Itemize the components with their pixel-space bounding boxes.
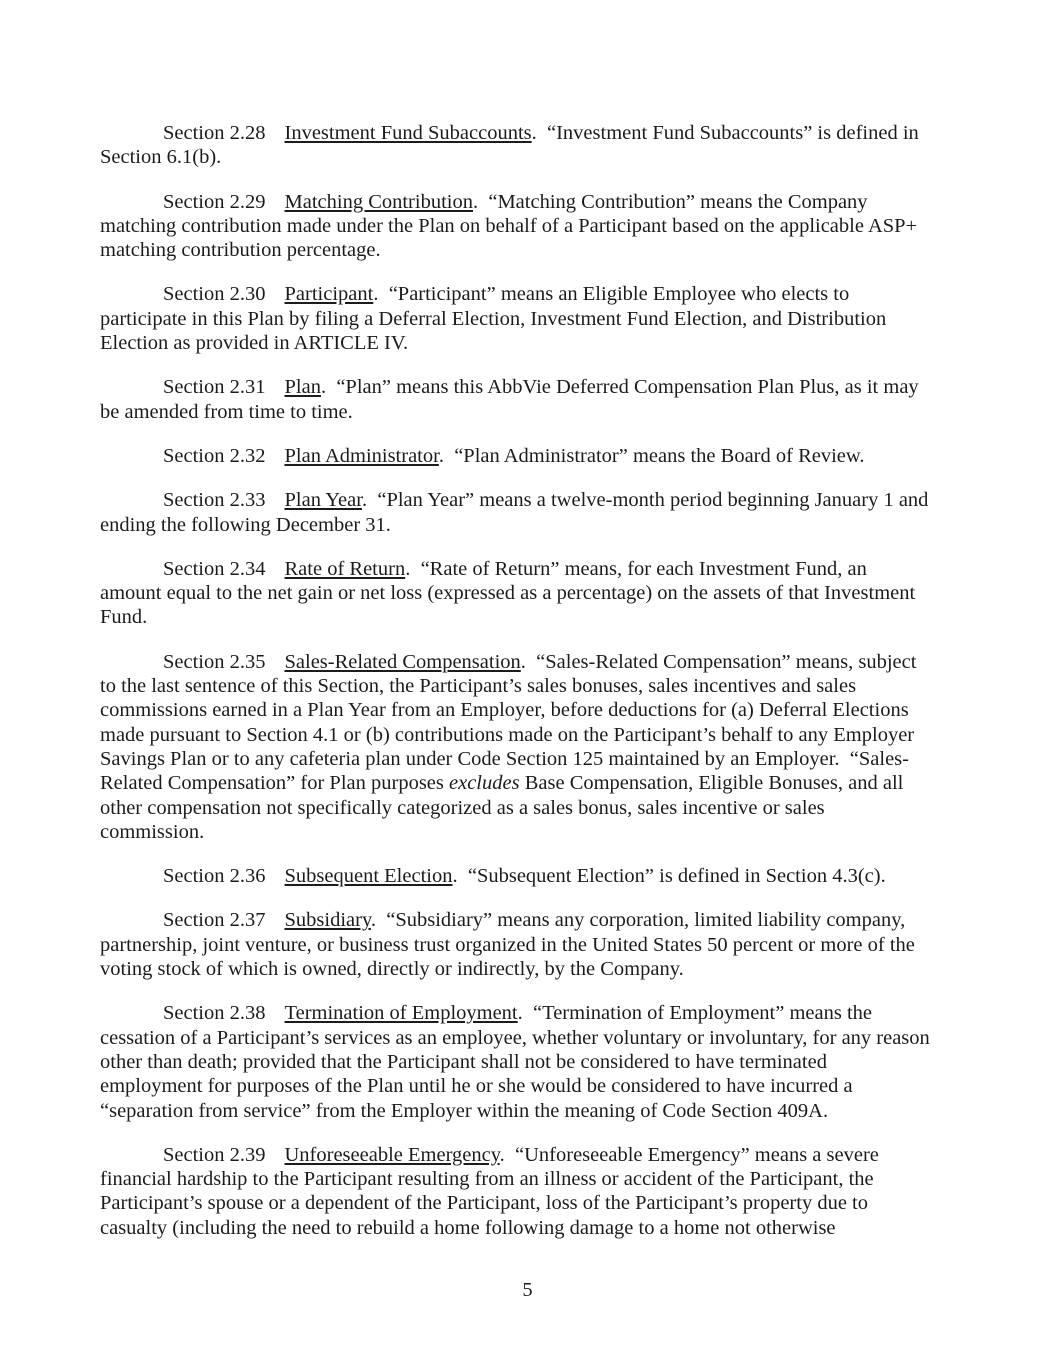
section-title: Sales-Related Compensation (284, 650, 521, 673)
section-paragraph (100, 1143, 930, 1240)
body-text: . “Plan Year” means a twelve-month period beginning January 1 and ending the following December 31. (100, 489, 934, 536)
section-number: Section 2.37 (163, 909, 266, 932)
section-paragraph (100, 908, 930, 981)
section-paragraph (100, 557, 930, 630)
body-text: . “Subsequent Election” is defined in Section 4.3(c). (452, 865, 886, 888)
section-paragraph (100, 488, 934, 537)
section-number: Section 2.34 (163, 557, 266, 580)
section-title: Rate of Return (284, 557, 406, 580)
section-number: Section 2.30 (163, 283, 266, 306)
section-title: Subsequent Election (284, 865, 453, 888)
section-title: Unforeseeable Emergency (284, 1143, 500, 1166)
section-number: Section 2.33 (163, 489, 266, 512)
section-number: Section 2.31 (163, 376, 266, 399)
body-text: . “Investment Fund Subaccounts” is defined in Section 6.1(b). (100, 122, 924, 169)
section-title: Plan Administrator (284, 444, 439, 467)
body-text: . “Plan Administrator” means the Board of Review. (438, 444, 865, 467)
section-paragraph (100, 375, 930, 424)
section-title: Subsidiary (284, 909, 371, 932)
body-text: . “Unforeseeable Emergency” means a severe financial hardship to the Participant resulting from an illness or accident of the Participant, the Participant’s spouse or a dependent of the Participant, loss of the Participant’s property due to casualty (including the need to rebuild a home following damage to a home not otherwise (100, 1143, 885, 1239)
section-number: Section 2.32 (163, 444, 266, 467)
section-paragraph (100, 864, 930, 888)
section-paragraph (100, 444, 930, 468)
body-text: . “Sales-Related Compensation” means, subject to the last sentence of this Section, the Participant’s sales bonuses, sales incentives and sales commissions earned in a Plan Year from an Employer, before deductions for (a) Deferral Elections made pursuant to Section 4.1 or (b) contributions made on the Participant’s behalf to any Employer Savings Plan or to any cafeteria plan under Code Section 125 maintained by an Employer. “Sales-Related Compensation” for Plan purposes (100, 650, 922, 795)
section-number: Section 2.36 (163, 865, 266, 888)
section-paragraph (100, 190, 930, 263)
body-text: . “Rate of Return” means, for each Investment Fund, an amount equal to the net gain or net loss (expressed as a percentage) on the assets of that Investment Fund. (100, 557, 921, 629)
section-paragraph (100, 121, 930, 170)
section-number: Section 2.29 (163, 190, 266, 213)
section-title: Investment Fund Subaccounts (284, 122, 532, 144)
section-paragraph (100, 1001, 935, 1122)
body-text: . “Matching Contribution” means the Company matching contribution made under the Plan on behalf of a Participant based on the applicable ASP+ matching contribution percentage. (100, 190, 923, 262)
section-title: Termination of Employment (284, 1002, 518, 1025)
section-paragraph (100, 650, 930, 844)
section-number: Section 2.38 (163, 1002, 266, 1025)
section-title: Plan Year (284, 489, 362, 512)
body-text: Base Compensation, Eligible Bonuses, and all other compensation not specifically categorized as a sales bonus, sales incentive or sales commission. (100, 772, 909, 843)
body-text: . “Termination of Employment” means the cessation of a Participant’s services as an employee, whether voluntary or involuntary, for any reason other than death; provided that the Participant shall not be considered to have terminated employment for purposes of the Plan until he or she would be considered to have incurred a “separation from service” from the Employer within the meaning of Code Section 409A. (100, 1002, 935, 1122)
emphasized-text: excludes (449, 772, 520, 795)
page-number: 5 (522, 1279, 533, 1301)
section-number: Section 2.28 (163, 122, 266, 144)
section-paragraph (100, 282, 930, 355)
page-footer (0, 1278, 1055, 1302)
section-title: Plan (284, 376, 321, 399)
body-text: . “Plan” means this AbbVie Deferred Compensation Plan Plus, as it may be amended from time to time. (100, 376, 924, 423)
body-text: . “Participant” means an Eligible Employee who elects to participate in this Plan by filing a Deferral Election, Investment Fund Election, and Distribution Election as provided in ARTICLE IV. (100, 283, 892, 355)
section-number: Section 2.39 (163, 1143, 266, 1166)
section-title: Participant (284, 283, 374, 306)
section-title: Matching Contribution (284, 190, 473, 213)
body-text: . “Subsidiary” means any corporation, limited liability company, partnership, joint venture, or business trust organized in the United States 50 percent or more of the voting stock of which is owned, directly or indirectly, by the Company. (100, 909, 920, 981)
section-number: Section 2.35 (163, 650, 266, 673)
